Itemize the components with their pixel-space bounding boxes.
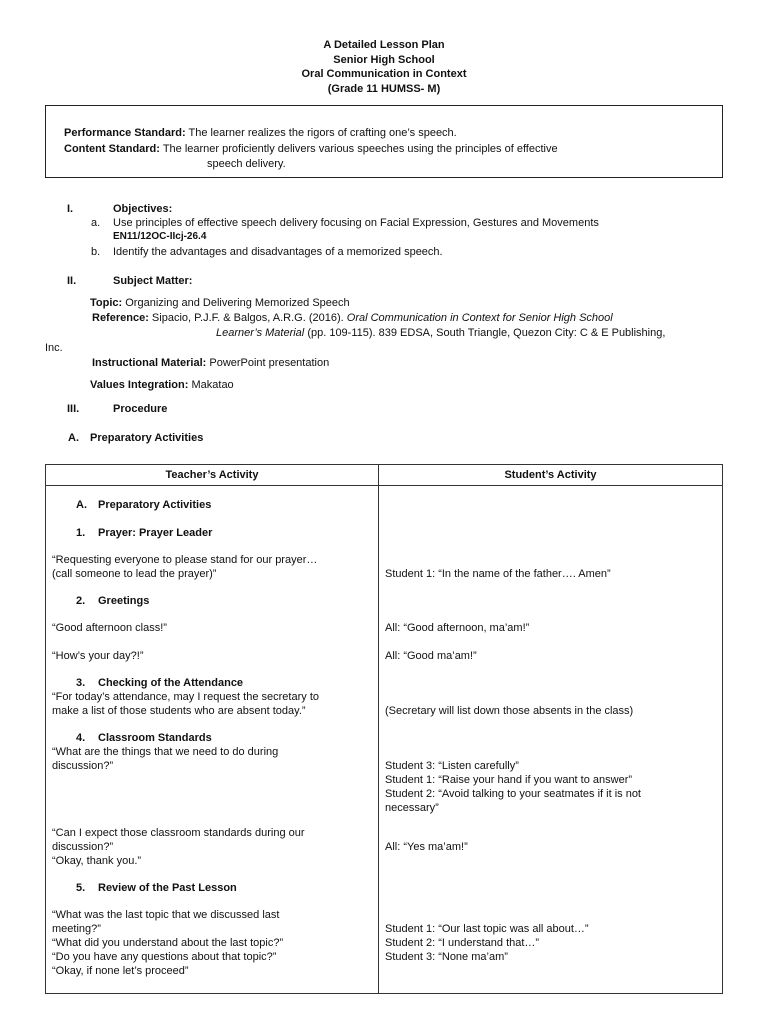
step-1-line-1: “Requesting everyone to please stand for our prayer… — [52, 554, 318, 566]
content-standard-label: Content Standard: — [64, 143, 160, 155]
reference-authors: Sipacio, P.J.F. & Balgos, A.R.G. (2016). — [151, 312, 344, 324]
step-5-title: Review of the Past Lesson — [98, 882, 237, 894]
student-response-attendance: (Secretary will list down those absents in the class) — [385, 705, 634, 717]
step-1-number: 1. — [76, 527, 86, 539]
content-standard — [64, 142, 558, 156]
step-5-number: 5. — [76, 882, 86, 894]
objective-a-marker: a. — [91, 217, 101, 229]
title-line-1: A Detailed Lesson Plan — [323, 39, 445, 51]
topic-line — [90, 296, 350, 310]
step-3-number: 3. — [76, 677, 86, 689]
instructional-material-text: PowerPoint presentation — [209, 357, 330, 369]
student-response-standard-2: Student 1: “Raise your hand if you want to answer” — [385, 774, 633, 786]
preparatory-marker: A. — [68, 432, 79, 444]
reference-wrap: Inc. — [45, 342, 63, 354]
step-3-line-1: “For today’s attendance, may I request the secretary to — [52, 691, 319, 703]
content-standard-text-cont: speech delivery. — [207, 158, 286, 170]
teacher-activity-cell — [46, 486, 379, 994]
reference-line-2 — [216, 326, 665, 340]
step-2-line-1: “Good afternoon class!” — [52, 622, 167, 634]
subject-matter-heading: Subject Matter: — [113, 275, 193, 287]
values-integration-text: Makatao — [191, 379, 234, 391]
reference-title-cont: Learner’s Material — [216, 327, 305, 339]
step-3-title: Checking of the Attendance — [98, 677, 244, 689]
step-4-line-4: discussion?” — [52, 841, 114, 853]
step-2-title: Greetings — [98, 595, 150, 607]
student-response-day: All: “Good ma’am!” — [385, 650, 477, 662]
student-response-greeting: All: “Good afternoon, ma’am!” — [385, 622, 530, 634]
step-5-line-1: “What was the last topic that we discussed last — [52, 909, 280, 921]
step-5-line-3: “What did you understand about the last topic?” — [52, 937, 284, 949]
step-4-line-3: “Can I expect those classroom standards during our — [52, 827, 305, 839]
values-integration-label: Values Integration: — [90, 379, 189, 391]
values-integration-line — [90, 378, 234, 392]
instructional-material-line — [92, 356, 329, 370]
student-response-review-1: Student 1: “Our last topic was all about…” — [385, 923, 589, 935]
title-line-3: Oral Communication in Context — [301, 68, 467, 80]
step-1-line-2: (call someone to lead the prayer)” — [52, 568, 217, 580]
step-4-line-5: “Okay, thank you.” — [52, 855, 142, 867]
student-activity-header: Student’s Activity — [379, 465, 723, 486]
reference-title: Oral Communication in Context for Senior High School — [346, 312, 613, 324]
objectives-heading: Objectives: — [113, 203, 173, 215]
content-standard-text: The learner proficiently delivers various speeches using the principles of effective — [162, 143, 558, 155]
table-row — [46, 486, 723, 994]
reference-publisher: (pp. 109-115). 839 EDSA, South Triangle, Quezon City: C & E Publishing, — [307, 327, 666, 339]
topic-label: Topic: — [90, 297, 123, 309]
step-1-title: Prayer: Prayer Leader — [98, 527, 213, 539]
procedure-heading: Procedure — [113, 403, 168, 415]
objective-a-code: EN11/12OC-IIcj-26.4 — [113, 231, 207, 242]
standards-box — [45, 105, 723, 178]
step-4-line-1: “What are the things that we need to do during — [52, 746, 279, 758]
teacher-activity-header: Teacher’s Activity — [46, 465, 379, 486]
performance-standard-label: Performance Standard: — [64, 127, 186, 139]
step-5-line-5: “Okay, if none let’s proceed” — [52, 965, 189, 977]
objectives-number: I. — [67, 203, 74, 215]
student-response-standard-3: Student 2: “Avoid talking to your seatmates if it is not — [385, 788, 641, 800]
activity-table — [45, 464, 723, 994]
student-response-agree: All: “Yes ma’am!” — [385, 841, 468, 853]
title-line-2: Senior High School — [333, 53, 435, 66]
student-response-prayer: Student 1: “In the name of the father…. Amen” — [385, 568, 611, 580]
subject-matter-number: II. — [67, 275, 77, 287]
step-3-line-2: make a list of those students who are absent today.” — [52, 705, 306, 717]
topic-text: Organizing and Delivering Memorized Speech — [125, 297, 350, 309]
student-activity-cell — [379, 486, 723, 994]
preparatory-heading: Preparatory Activities — [90, 432, 204, 444]
step-5-line-2: meeting?” — [52, 923, 101, 935]
step-2-line-2: “How’s your day?!” — [52, 650, 144, 662]
objective-b-marker: b. — [91, 246, 101, 258]
procedure-number: III. — [67, 403, 80, 415]
student-response-standard-1: Student 3: “Listen carefully” — [385, 760, 519, 772]
reference-label: Reference: — [92, 312, 149, 324]
objective-b-text: Identify the advantages and disadvantages of a memorized speech. — [113, 246, 443, 258]
performance-standard — [64, 126, 457, 140]
step-5-line-4: “Do you have any questions about that topic?” — [52, 951, 277, 963]
instructional-material-label: Instructional Material: — [92, 357, 207, 369]
section-title: Preparatory Activities — [98, 499, 212, 511]
document-title — [0, 38, 768, 96]
title-line-4: (Grade 11 HUMSS- M) — [327, 82, 441, 95]
step-4-number: 4. — [76, 732, 86, 744]
student-response-standard-3-cont: necessary” — [385, 802, 439, 814]
performance-standard-text: The learner realizes the rigors of crafting one’s speech. — [188, 127, 457, 139]
objective-a-text: Use principles of effective speech delivery focusing on Facial Expression, Gestures and Movements — [113, 217, 599, 229]
table-header-row — [46, 465, 723, 486]
step-2-number: 2. — [76, 595, 86, 607]
section-marker: A. — [76, 499, 87, 511]
step-4-title: Classroom Standards — [98, 732, 212, 744]
step-4-line-2: discussion?” — [52, 760, 114, 772]
student-response-review-3: Student 3: “None ma’am” — [385, 951, 508, 963]
reference-line — [92, 311, 613, 325]
student-response-review-2: Student 2: “I understand that…” — [385, 937, 540, 949]
